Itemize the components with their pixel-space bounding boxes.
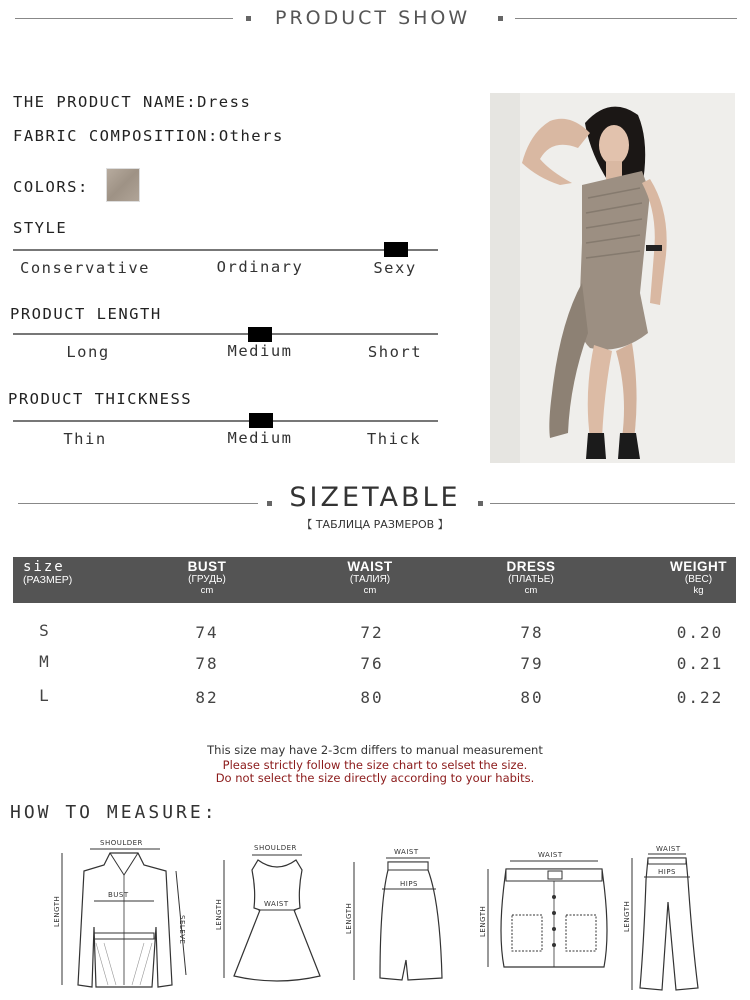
sizetable-rule-right — [490, 503, 735, 504]
skirt-hips-label: HIPS — [400, 880, 418, 888]
style-label-sexy: Sexy — [373, 259, 417, 277]
cell-bust: 74 — [195, 623, 219, 642]
cell-dress: 78 — [520, 623, 544, 642]
thickness-scale-marker — [249, 413, 273, 428]
product-photo — [490, 93, 735, 463]
col-bust-label: BUST — [187, 559, 227, 574]
model-illustration — [490, 93, 735, 463]
length-scale-line — [13, 333, 438, 335]
col-dress — [487, 557, 575, 603]
col-size-ru: (РАЗМЕР) — [23, 574, 73, 586]
measurement-note: This size may have 2-3cm differs to manual measurement — [207, 743, 543, 757]
cell-weight: 0.21 — [676, 654, 724, 673]
col-size — [13, 557, 83, 603]
cell-bust: 78 — [195, 654, 219, 673]
col-weight-ru: (ВЕС) — [684, 574, 713, 585]
jacket-sleeve-label: SELEVE — [178, 915, 186, 945]
thickness-title: PRODUCT THICKNESS — [8, 390, 193, 408]
cell-waist: 72 — [360, 623, 384, 642]
header-rule-left — [15, 18, 233, 19]
cell-dress: 79 — [520, 654, 544, 673]
col-bust-unit: cm — [200, 585, 214, 596]
jacket-length-label: LENGTH — [53, 895, 61, 927]
thickness-label-medium: Medium — [227, 429, 293, 447]
col-weight-label: WEIGHT — [670, 559, 727, 574]
cell-weight: 0.22 — [676, 688, 724, 707]
cell-size: M — [39, 652, 51, 671]
thickness-label-thick: Thick — [366, 430, 422, 448]
header-dot-left — [246, 16, 251, 21]
cell-size: S — [39, 621, 51, 640]
fabric-value: Others — [218, 127, 284, 145]
color-swatch-khaki[interactable] — [106, 168, 140, 202]
dress-length-label: LENGTH — [215, 898, 223, 930]
cell-waist: 80 — [360, 688, 384, 707]
sizetable-subtitle: 【 ТАБЛИЦА РАЗМЕРОВ 】 — [301, 518, 449, 531]
jacket-measure-diagram — [48, 835, 198, 995]
thickness-label-thin: Thin — [63, 430, 107, 448]
skirt-length-label: LENGTH — [345, 902, 353, 934]
col-size-label: size — [23, 559, 65, 575]
denim-length-label: LENGTH — [479, 905, 487, 937]
cell-waist: 76 — [360, 654, 384, 673]
colors-label: COLORS: — [13, 178, 89, 196]
length-label-long: Long — [66, 343, 110, 361]
fabric-composition — [13, 127, 284, 145]
size-warning-1: Please strictly follow the size chart to selset the size. — [222, 758, 528, 772]
product-name — [13, 93, 251, 111]
col-bust — [163, 557, 251, 603]
size-table-header — [13, 557, 736, 603]
cell-weight: 0.20 — [676, 623, 724, 642]
header-rule-right — [515, 18, 737, 19]
cell-bust: 82 — [195, 688, 219, 707]
dress-waist-label: WAIST — [264, 900, 289, 908]
cell-dress: 80 — [520, 688, 544, 707]
col-dress-label: DRESS — [506, 559, 556, 574]
pants-measure-diagram — [622, 840, 732, 995]
style-label-conservative: Conservative — [20, 259, 150, 277]
fabric-label: FABRIC COMPOSITION: — [13, 127, 219, 145]
product-name-label: THE PRODUCT NAME: — [13, 93, 198, 111]
pants-length-label: LENGTH — [623, 900, 631, 932]
cell-size: L — [39, 686, 51, 705]
style-title: STYLE — [13, 219, 68, 237]
section-title-product-show: PRODUCT SHOW — [275, 7, 471, 29]
thickness-scale-line — [13, 420, 438, 422]
length-label-medium: Medium — [227, 342, 293, 360]
col-waist-unit: cm — [363, 585, 377, 596]
col-bust-ru: (ГРУДЬ) — [188, 574, 226, 585]
col-weight — [661, 557, 736, 603]
jacket-shoulder-label: SHOULDER — [100, 839, 143, 847]
skirt-measure-diagram — [344, 842, 454, 990]
denim-waist-label: WAIST — [538, 851, 563, 859]
col-waist-label: WAIST — [347, 559, 393, 574]
col-weight-unit: kg — [693, 585, 704, 596]
denim-skirt-measure-diagram — [478, 845, 613, 975]
pants-hips-label: HIPS — [658, 868, 676, 876]
col-dress-unit: cm — [524, 585, 538, 596]
size-warning-2: Do not select the size directly according to your habits. — [215, 771, 535, 785]
product-name-value: Dress — [197, 93, 252, 111]
how-to-measure-title: HOW TO MEASURE: — [10, 802, 218, 823]
jacket-bust-label: BUST — [108, 891, 129, 899]
dress-measure-diagram — [214, 840, 329, 990]
length-title: PRODUCT LENGTH — [10, 305, 162, 323]
length-label-short: Short — [367, 343, 423, 361]
style-label-ordinary: Ordinary — [216, 258, 304, 276]
sizetable-dot-right — [478, 501, 483, 506]
col-dress-ru: (ПЛАТЬЕ) — [508, 574, 554, 585]
col-waist — [326, 557, 414, 603]
pants-waist-label: WAIST — [656, 845, 681, 853]
skirt-waist-label: WAIST — [394, 848, 419, 856]
dress-shoulder-label: SHOULDER — [254, 844, 297, 852]
length-scale-marker — [248, 327, 272, 342]
style-scale-line — [13, 249, 438, 251]
style-scale-marker — [384, 242, 408, 257]
col-waist-ru: (ТАЛИЯ) — [349, 574, 391, 585]
sizetable-title: SIZETABLE — [289, 482, 461, 513]
header-dot-right — [498, 16, 503, 21]
